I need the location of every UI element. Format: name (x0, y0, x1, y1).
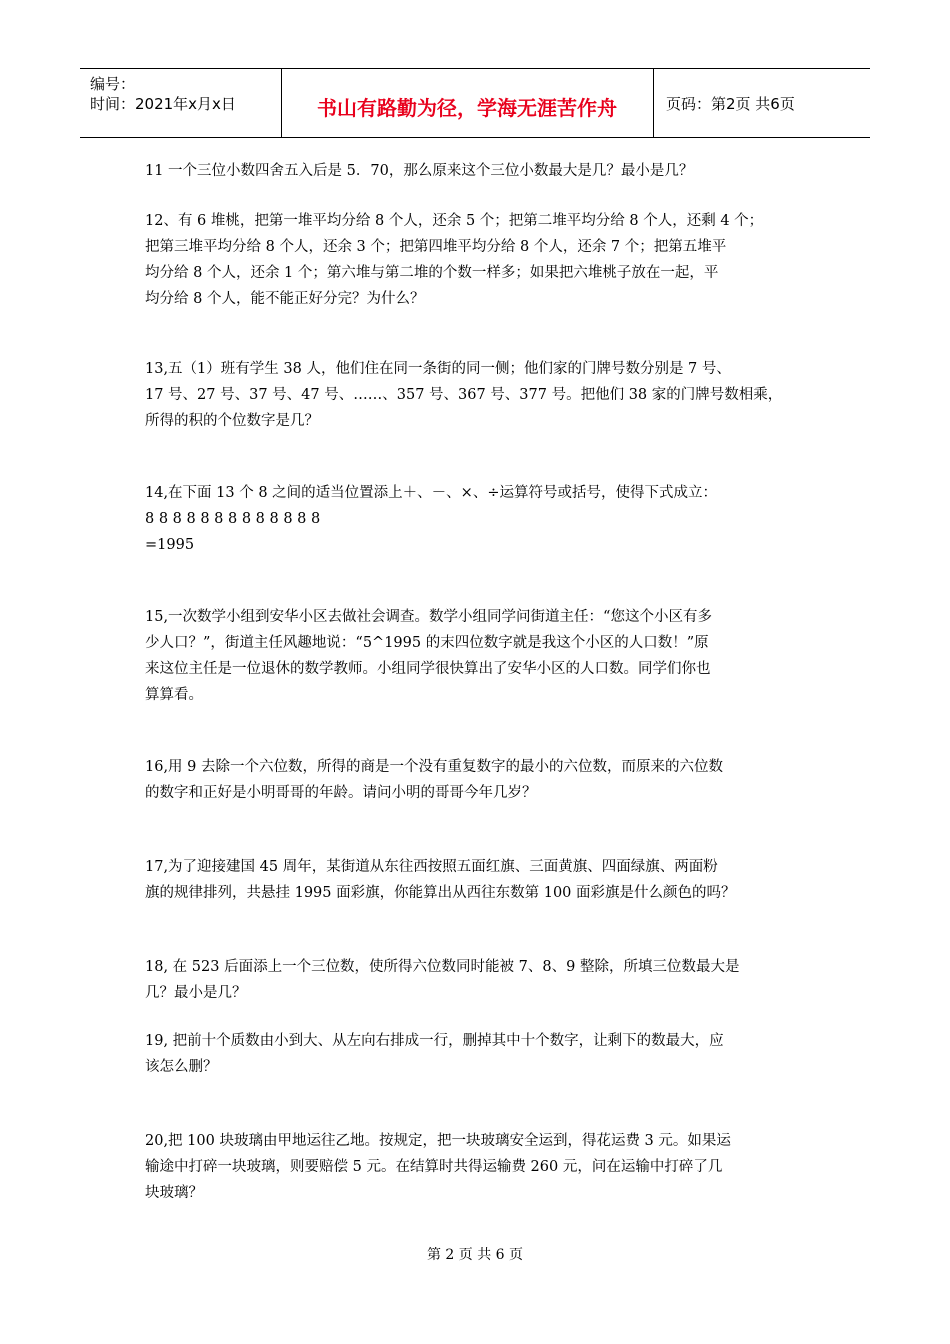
question-line: 11 一个三位小数四舍五入后是 5．70，那么原来这个三位小数最大是几？最小是几？ (145, 163, 694, 179)
question-line: 16,用 9 去除一个六位数，所得的商是一个没有重复数字的最小的六位数，而原来的六位数 (145, 759, 723, 775)
header-page-cell (654, 69, 870, 137)
question-line: 8 8 8 8 8 8 8 8 8 8 8 8 8 (145, 511, 321, 527)
question-line: 19, 把前十个质数由小到大、从左向右排成一行，删掉其中十个数字，让剩下的数最大，应 (145, 1033, 724, 1049)
question-11 (145, 158, 817, 184)
question-15 (145, 604, 817, 708)
question-20 (145, 1128, 817, 1206)
question-line: 14,在下面 13 个 8 之间的适当位置添上＋、－、×、÷运算符号或括号，使得下式成立： (145, 485, 717, 501)
number-label: 编号： (90, 75, 136, 93)
question-line: 少人口？”，街道主任风趣地说：“5^1995 的末四位数字就是我这个小区的人口数！”原 (145, 635, 709, 651)
question-line: 算算看。 (145, 687, 203, 703)
question-line: 18, 在 523 后面添上一个三位数，使所得六位数同时能被 7、8、9 整除，所填三位数最大是 (145, 959, 740, 975)
question-line: 17,为了迎接建国 45 周年，某街道从东往西按照五面红旗、三面黄旗、四面绿旗、两面粉 (145, 859, 718, 875)
question-line: 12、有 6 堆桃，把第一堆平均分给 8 个人，还余 5 个；把第二堆平均分给 8 个人，还剩 4 个； (145, 213, 764, 229)
question-line: 块玻璃？ (145, 1185, 203, 1201)
question-13 (145, 356, 817, 434)
header-motto-cell (281, 69, 654, 137)
header-meta-cell (80, 69, 282, 137)
time-label: 时间：2021年x月x日 (90, 95, 236, 113)
question-line: 所得的积的个位数字是几？ (145, 413, 319, 429)
question-line: 来这位主任是一位退休的数学教师。小组同学很快算出了安华小区的人口数。同学们你也 (145, 661, 711, 677)
question-line: 均分给 8 个人，还余 1 个；第六堆与第二堆的个数一样多；如果把六堆桃子放在一起，平 (145, 265, 719, 281)
page-header (80, 68, 870, 138)
question-line: 17 号、27 号、37 号、47 号、……、357 号、367 号、377 号。把他们 38 家的门牌号数相乘， (145, 387, 783, 403)
question-18 (145, 954, 817, 1006)
question-14 (145, 480, 817, 558)
question-line: =1995 (145, 537, 195, 553)
question-12 (145, 208, 817, 312)
question-line: 输途中打碎一块玻璃，则要赔偿 5 元。在结算时共得运输费 260 元，问在运输中打碎了几 (145, 1159, 723, 1175)
motto: 书山有路勤为径，学海无涯苦作舟 (317, 96, 617, 120)
question-19 (145, 1028, 817, 1080)
page-footer: 第 2 页 共 6 页 (426, 1247, 524, 1263)
question-line: 几？最小是几？ (145, 985, 247, 1001)
page-info: 页码：第2页 共6页 (666, 95, 795, 113)
question-line: 该怎么删？ (145, 1059, 218, 1075)
question-16 (145, 754, 817, 806)
question-line: 均分给 8 个人，能不能正好分完？为什么？ (145, 291, 425, 307)
question-line: 20,把 100 块玻璃由甲地运往乙地。按规定，把一块玻璃安全运到，得花运费 3 元。如果运 (145, 1133, 731, 1149)
question-line: 旗的规律排列，共悬挂 1995 面彩旗，你能算出从西往东数第 100 面彩旗是什么颜色的吗？ (145, 885, 736, 901)
question-line: 把第三堆平均分给 8 个人，还余 3 个；把第四堆平均分给 8 个人，还余 7 个；把第五堆平 (145, 239, 727, 255)
question-line: 的数字和正好是小明哥哥的年龄。请问小明的哥哥今年几岁？ (145, 785, 537, 801)
question-17 (145, 854, 817, 906)
question-line: 13,五（1）班有学生 38 人，他们住在同一条街的同一侧；他们家的门牌号数分别是 7 号、 (145, 361, 731, 377)
question-line: 15,一次数学小组到安华小区去做社会调查。数学小组同学问街道主任：“您这个小区有多 (145, 609, 712, 625)
